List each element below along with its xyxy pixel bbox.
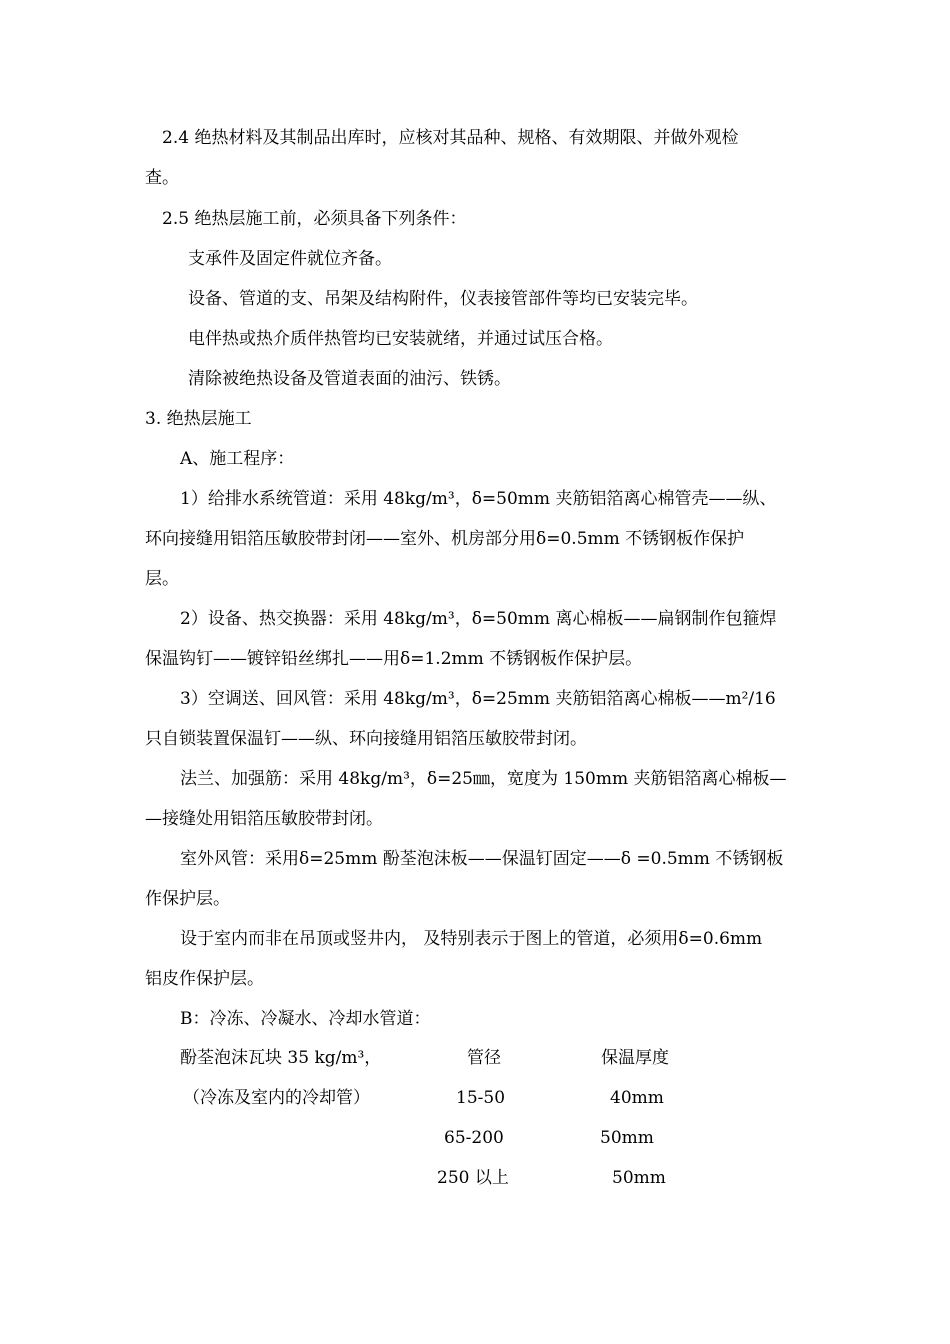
- p-2-5-line-1: 2.5 绝热层施工前，必须具备下列条件：: [162, 209, 467, 229]
- sec-a-line-1: A、施工程序：: [180, 449, 295, 469]
- table-header-thickness: 保温厚度: [601, 1048, 669, 1068]
- table-row-2-diameter: 65-200: [444, 1128, 504, 1148]
- p-2-4-line-1: 2.4 绝热材料及其制品出库时，应核对其品种、规格、有效期限、并做外观检: [162, 128, 739, 148]
- table-row-3-diameter: 250 以上: [437, 1168, 509, 1188]
- table-row-3-thickness: 50mm: [612, 1168, 666, 1188]
- p-2-4-line-2: 查。: [145, 168, 179, 188]
- item-3-line-2: 只自锁装置保温钉——纵、环向接缝用铝箔压敏胶带封闭。: [145, 729, 587, 749]
- item-2-line-2: 保温钩钉——镀锌铅丝绑扎——用δ=1.2mm 不锈钢板作保护层。: [145, 649, 643, 669]
- item-indoor-line-2: 铝皮作保护层。: [145, 969, 264, 989]
- sec-3-line-1: 3. 绝热层施工: [145, 409, 252, 429]
- table-row-2-thickness: 50mm: [600, 1128, 654, 1148]
- table-note: （冷冻及室内的冷却管）: [183, 1088, 370, 1108]
- item-1-line-1: 1）给排水系统管道：采用 48kg/m³，δ=50mm 夹筋铝箔离心棉管壳——纵、: [180, 489, 777, 509]
- item-flange-line-1: 法兰、加强筋：采用 48kg/m³，δ=25㎜，宽度为 150mm 夹筋铝箔离心棉板—: [180, 769, 787, 789]
- item-outdoor-line-1: 室外风管：采用δ=25mm 酚荃泡沫板——保温钉固定——δ =0.5mm 不锈钢板: [180, 849, 784, 869]
- cond-3-line-1: 电伴热或热介质伴热管均已安装就绪，并通过试压合格。: [188, 329, 613, 349]
- table-material: 酚荃泡沫瓦块 35 kg/m³，: [180, 1048, 382, 1068]
- item-flange-line-2: —接缝处用铝箔压敏胶带封闭。: [145, 809, 383, 829]
- table-header-diameter: 管径: [467, 1048, 501, 1068]
- table-row-1-thickness: 40mm: [610, 1088, 664, 1108]
- item-1-line-3: 层。: [145, 569, 179, 589]
- cond-2-line-1: 设备、管道的支、吊架及结构附件，仪表接管部件等均已安装完毕。: [188, 289, 698, 309]
- cond-1-line-1: 支承件及固定件就位齐备。: [188, 249, 392, 269]
- table-row-1-diameter: 15-50: [456, 1088, 506, 1108]
- item-3-line-1: 3）空调送、回风管：采用 48kg/m³，δ=25mm 夹筋铝箔离心棉板——m²/16: [180, 689, 776, 709]
- item-2-line-1: 2）设备、热交换器：采用 48kg/m³，δ=50mm 离心棉板——扁钢制作包箍焊: [180, 609, 777, 629]
- item-1-line-2: 环向接缝用铝箔压敏胶带封闭——室外、机房部分用δ=0.5mm 不锈钢板作保护: [145, 529, 745, 549]
- sec-b-line-1: B：冷冻、冷凝水、冷却水管道：: [180, 1009, 431, 1029]
- item-indoor-line-1: 设于室内而非在吊顶或竖井内， 及特别表示于图上的管道，必须用δ=0.6mm: [180, 929, 763, 949]
- cond-4-line-1: 清除被绝热设备及管道表面的油污、铁锈。: [188, 369, 511, 389]
- item-outdoor-line-2: 作保护层。: [145, 889, 230, 909]
